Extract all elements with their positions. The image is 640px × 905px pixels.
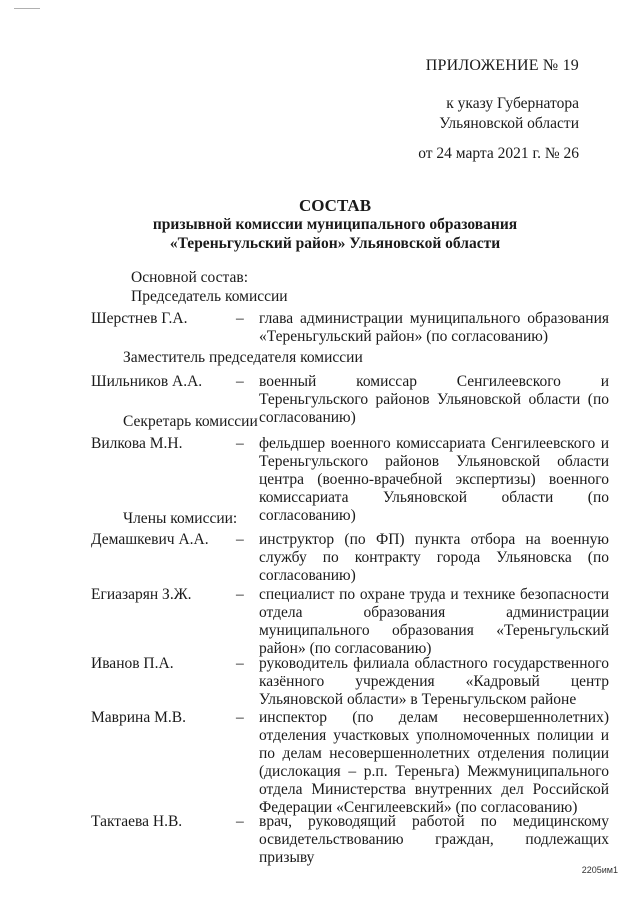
section-chairman: Председатель комиссии [131, 288, 288, 305]
member-dash: – [236, 310, 244, 327]
member-name: Тактаева Н.В. [91, 813, 183, 830]
footer-document-code: 2205им1 [581, 865, 618, 875]
member-role: инспектор (по делам несовершеннолетних) отделения участковых уполномоченных полиции и по делам несовершеннолетних отделения полиции (дислокация – р.п. Тереньга) Межмуниципального отдела Министерства внутренних дел Российской Федерации «Сенгилеевский» (по согласованию) [259, 709, 609, 816]
scan-mark [14, 8, 40, 9]
subtitle-line-1: призывной комиссии муниципального образования [152, 216, 518, 233]
member-dash: – [236, 373, 244, 390]
member-dash: – [236, 709, 244, 726]
section-deputy: Заместитель председателя комиссии [123, 349, 363, 366]
member-role: глава администрации муниципального образования «Тереньгульский район» (по согласованию) [259, 310, 609, 345]
member-name: Шерстнев Г.А. [91, 310, 188, 327]
decree-reference [339, 94, 579, 134]
section-secretary: Секретарь комиссии [123, 413, 258, 430]
member-role: специалист по охране труда и технике безопасности отдела образования администрации муниципального образования «Тереньгульский район» (по согласованию) [259, 586, 609, 657]
member-dash: – [236, 531, 244, 548]
subtitle-line-2: «Тереньгульский район» Ульяновской области [169, 235, 501, 252]
member-role: руководитель филиала областного государственного казённого учреждения «Кадровый центр Ульяновской области» в Тереньгульском районе [259, 655, 609, 708]
section-main-composition: Основной состав: [131, 269, 249, 286]
member-name: Егиазарян З.Ж. [91, 586, 192, 603]
member-role: военный комиссар Сенгилеевского и Тереньгульского районов Ульяновской области (по согласованию) [259, 373, 609, 426]
member-dash: – [236, 435, 244, 452]
member-name: Вилкова М.Н. [91, 435, 183, 452]
decree-line-1: к указу Губернатора [446, 95, 579, 112]
member-name: Иванов П.А. [91, 655, 174, 672]
member-role: инструктор (по ФП) пункта отбора на военную службу по контракту города Ульяновска (по согласованию) [259, 531, 609, 584]
document-title: СОСТАВ [298, 196, 372, 215]
member-dash: – [236, 586, 244, 603]
decree-date: от 24 марта 2021 г. № 26 [418, 145, 579, 162]
member-name: Демашкевич А.А. [91, 531, 209, 548]
decree-line-2: Ульяновской области [439, 115, 579, 132]
document-subtitle [90, 215, 580, 253]
member-dash: – [236, 813, 244, 830]
appendix-number: ПРИЛОЖЕНИЕ № 19 [425, 57, 579, 74]
member-dash: – [236, 655, 244, 672]
member-name: Маврина М.В. [91, 709, 186, 726]
member-name: Шильников А.А. [91, 373, 203, 390]
member-role: врач, руководящий работой по медицинскому освидетельствованию граждан, подлежащих призыву [259, 813, 609, 866]
section-members: Члены комиссии: [123, 510, 238, 527]
member-role: фельдшер военного комиссариата Сенгилеевского и Тереньгульского районов Ульяновской области центра (военно-врачебной экспертизы) военного комиссариата Ульяновской области (по согласованию) [259, 435, 609, 524]
